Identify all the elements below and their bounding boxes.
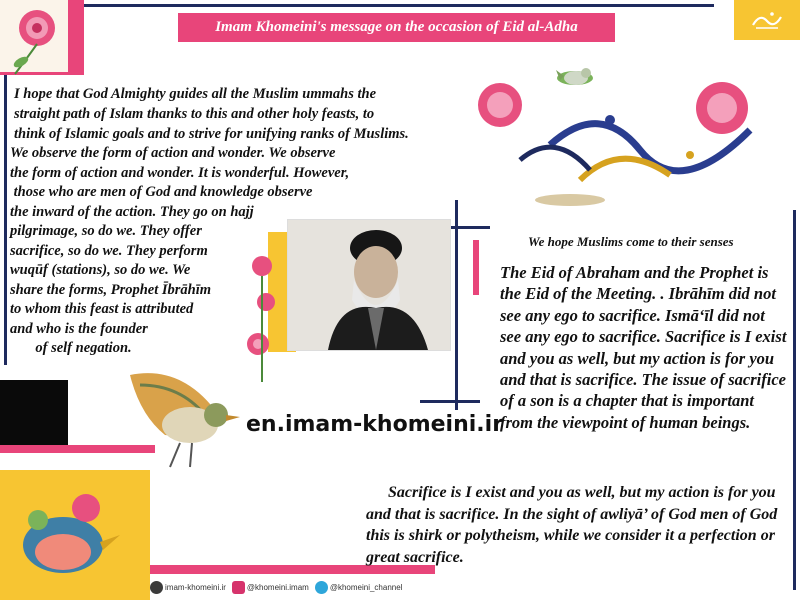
intro-line: straight path of Islam thanks to this and other holy feasts, to — [14, 106, 375, 122]
hope-caption: We hope Muslims come to their senses — [528, 234, 734, 249]
page-title: Imam Khomeini's message on the occasion of Eid al-Adha — [178, 13, 615, 42]
footer-site[interactable] — [150, 581, 226, 594]
left-line: and who is the founder — [10, 320, 148, 337]
left-line: to whom this feast is attributed — [10, 301, 194, 317]
footer-telegram-label: @khomeini_channel — [329, 582, 403, 592]
footer-instagram-label: @khomeini.imam — [246, 582, 309, 592]
top-navy-bar — [84, 4, 714, 7]
telegram-icon — [315, 581, 328, 594]
left-line: pilgrimage, so do we. They offer — [10, 223, 202, 239]
footer-instagram[interactable] — [232, 581, 309, 594]
logo-box — [734, 0, 800, 40]
calligraphy-eid-icon — [460, 60, 790, 215]
intro-line: I hope that God Almighty guides all the Muslim ummahs the — [14, 86, 377, 102]
left-line: of self negation. — [10, 340, 132, 356]
calligraphy-logo-icon — [750, 9, 784, 31]
instagram-icon — [232, 581, 245, 594]
left-line: those who are men of God and knowledge observe — [10, 184, 313, 200]
bottom-paragraph: Sacrifice is I exist and you as well, but my action is for you and that is sacrifice. In the sight of awliyā’ of God men of God this is shirk or polytheism, while we consider it a perfection or great sacrifice. — [366, 484, 778, 566]
small-bird-icon — [556, 62, 596, 92]
black-block — [0, 380, 68, 445]
right-navy-bar — [793, 210, 796, 590]
left-paragraph — [10, 144, 420, 359]
left-line: share the forms, Prophet Ībrāhīm — [10, 281, 212, 298]
website-link[interactable]: en.imam-khomeini.ir — [246, 412, 504, 437]
cross-vertical — [455, 200, 458, 410]
bottom-bird-icon — [8, 480, 128, 590]
right-pink-accent — [473, 240, 479, 295]
footer — [150, 574, 420, 600]
top-left-flower-icon — [5, 4, 75, 84]
footer-telegram[interactable] — [315, 581, 403, 594]
intro-paragraph — [14, 84, 464, 144]
large-bird-icon — [120, 355, 250, 475]
left-line: We observe the form of action and wonder. We observe — [10, 145, 336, 161]
globe-icon — [150, 581, 163, 594]
left-line: sacrifice, so do we. They perform — [10, 242, 208, 259]
left-line: the form of action and wonder. It is wonderful. However, — [10, 164, 350, 181]
cross-horizontal-2 — [420, 400, 480, 403]
right-paragraph: The Eid of Abraham and the Prophet is the Eid of the Meeting. . Ibrāhīm did not see any ego to sacrifice. Ismāʻīl did not see any ego to sacrifice. Sacrifice is I exist and you as well, but my action is for you and that is sacrifice. The issue of sacrifice of a son is a chapter that is important from the viewpoint of human beings. — [500, 263, 787, 432]
left-line: wuqūf (stations), so do we. We — [10, 262, 191, 278]
left-navy-bar — [4, 75, 7, 365]
footer-site-label: imam-khomeini.ir — [165, 582, 226, 592]
left-line: the inward of the action. They go on hajj — [10, 203, 254, 220]
intro-line: think of Islamic goals and to strive for unifying ranks of Muslims. — [14, 126, 409, 142]
